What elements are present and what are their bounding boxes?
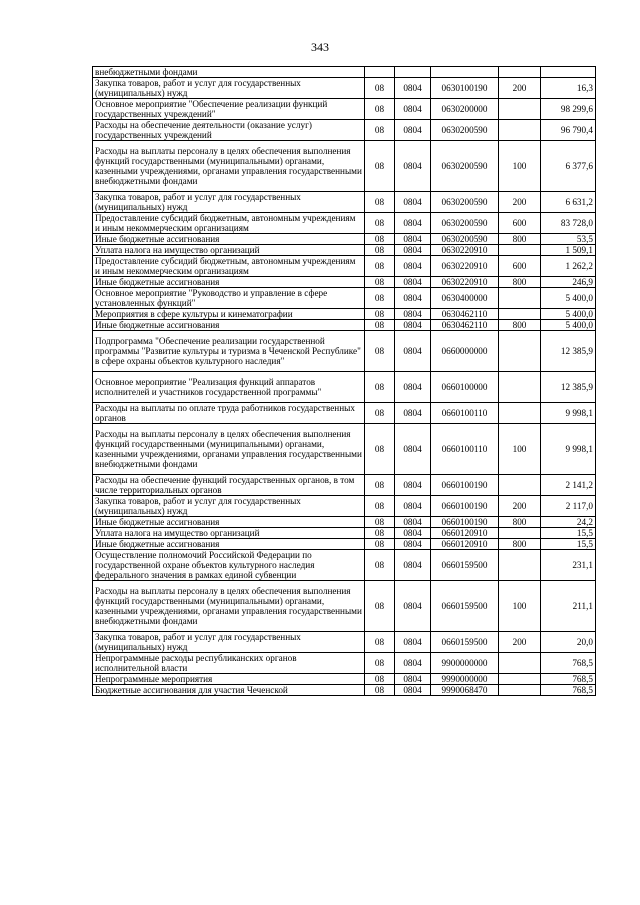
subsection-code-cell: 0804 (395, 674, 431, 685)
expense-type-cell (499, 99, 541, 120)
expense-type-cell: 200 (499, 78, 541, 99)
target-article-cell: 0630400000 (431, 288, 499, 309)
expense-type-cell (499, 674, 541, 685)
expense-name-cell: Уплата налога на имущество организаций (93, 245, 365, 256)
amount-cell: 96 790,4 (541, 120, 596, 141)
table-row (93, 685, 596, 696)
target-article-cell: 0630220910 (431, 256, 499, 277)
table-row (93, 192, 596, 213)
expense-name-cell: Уплата налога на имущество организаций (93, 528, 365, 539)
section-code-cell: 08 (365, 539, 395, 550)
amount-cell: 83 728,0 (541, 213, 596, 234)
subsection-code-cell: 0804 (395, 213, 431, 234)
table-row (93, 331, 596, 372)
expense-type-cell: 200 (499, 192, 541, 213)
subsection-code-cell (395, 67, 431, 78)
target-article-cell: 0630200590 (431, 192, 499, 213)
target-article-cell: 0660120910 (431, 528, 499, 539)
amount-cell: 98 299,6 (541, 99, 596, 120)
section-code-cell: 08 (365, 685, 395, 696)
target-article-cell: 0660000000 (431, 331, 499, 372)
target-article-cell: 9990000000 (431, 674, 499, 685)
budget-table (92, 66, 596, 696)
subsection-code-cell: 0804 (395, 192, 431, 213)
table-row (93, 141, 596, 192)
target-article-cell: 0660159500 (431, 581, 499, 632)
amount-cell: 768,5 (541, 685, 596, 696)
section-code-cell: 08 (365, 517, 395, 528)
table-row (93, 424, 596, 475)
subsection-code-cell: 0804 (395, 581, 431, 632)
section-code-cell: 08 (365, 475, 395, 496)
table-row (93, 632, 596, 653)
amount-cell: 768,5 (541, 653, 596, 674)
expense-name-cell: Непрограммные мероприятия (93, 674, 365, 685)
table-row (93, 674, 596, 685)
table-row (93, 403, 596, 424)
amount-cell: 53,5 (541, 234, 596, 245)
expense-type-cell (499, 67, 541, 78)
table-row (93, 256, 596, 277)
subsection-code-cell: 0804 (395, 517, 431, 528)
expense-name-cell: Расходы на выплаты персоналу в целях обеспечения выполнения функций государственными (муниципальными) органами, казенными учреждениями, органами управления государственными внебюджетными фондами (93, 581, 365, 632)
expense-name-cell: Закупка товаров, работ и услуг для государственных (муниципальных) нужд (93, 192, 365, 213)
amount-cell: 1 509,1 (541, 245, 596, 256)
section-code-cell: 08 (365, 120, 395, 141)
table-row (93, 581, 596, 632)
section-code-cell: 08 (365, 309, 395, 320)
subsection-code-cell: 0804 (395, 288, 431, 309)
target-article-cell: 0630100190 (431, 78, 499, 99)
expense-name-cell: Иные бюджетные ассигнования (93, 277, 365, 288)
amount-cell: 20,0 (541, 632, 596, 653)
subsection-code-cell: 0804 (395, 256, 431, 277)
section-code-cell: 08 (365, 99, 395, 120)
expense-name-cell: Непрограммные расходы республиканских органов исполнительной власти (93, 653, 365, 674)
expense-type-cell: 100 (499, 581, 541, 632)
subsection-code-cell: 0804 (395, 372, 431, 403)
expense-type-cell: 800 (499, 234, 541, 245)
section-code-cell: 08 (365, 372, 395, 403)
expense-name-cell: Закупка товаров, работ и услуг для государственных (муниципальных) нужд (93, 632, 365, 653)
target-article-cell: 0630200590 (431, 141, 499, 192)
table-row (93, 120, 596, 141)
expense-type-cell: 100 (499, 424, 541, 475)
expense-name-cell: Иные бюджетные ассигнования (93, 234, 365, 245)
amount-cell: 246,9 (541, 277, 596, 288)
subsection-code-cell: 0804 (395, 234, 431, 245)
section-code-cell (365, 67, 395, 78)
subsection-code-cell: 0804 (395, 475, 431, 496)
amount-cell: 9 998,1 (541, 403, 596, 424)
section-code-cell: 08 (365, 550, 395, 581)
subsection-code-cell: 0804 (395, 528, 431, 539)
expense-name-cell: Расходы на обеспечение деятельности (оказание услуг) государственных учреждений (93, 120, 365, 141)
target-article-cell: 0660159500 (431, 632, 499, 653)
target-article-cell: 0630220910 (431, 245, 499, 256)
amount-cell: 211,1 (541, 581, 596, 632)
amount-cell: 5 400,0 (541, 288, 596, 309)
subsection-code-cell: 0804 (395, 277, 431, 288)
expense-name-cell: Основное мероприятие "Руководство и управление в сфере установленных функций" (93, 288, 365, 309)
subsection-code-cell: 0804 (395, 550, 431, 581)
table-row (93, 99, 596, 120)
expense-name-cell: Осуществление полномочий Российской Федерации по государственной охране объектов культурного наследия федерального значения в рамках единой субвенции (93, 550, 365, 581)
table-row (93, 550, 596, 581)
expense-name-cell: Подпрограмма "Обеспечение реализации государственной программы "Развитие культуры и туризма в Чеченской Республике" в сфере охраны объектов культурного наследия" (93, 331, 365, 372)
target-article-cell (431, 67, 499, 78)
target-article-cell: 0660100190 (431, 496, 499, 517)
table-row (93, 245, 596, 256)
expense-type-cell: 100 (499, 141, 541, 192)
section-code-cell: 08 (365, 213, 395, 234)
expense-type-cell (499, 309, 541, 320)
subsection-code-cell: 0804 (395, 99, 431, 120)
subsection-code-cell: 0804 (395, 120, 431, 141)
expense-name-cell: Расходы на выплаты по оплате труда работников государственных органов (93, 403, 365, 424)
subsection-code-cell: 0804 (395, 245, 431, 256)
table-row (93, 320, 596, 331)
expense-type-cell: 200 (499, 632, 541, 653)
section-code-cell: 08 (365, 331, 395, 372)
page-number: 343 (311, 40, 329, 54)
table-row (93, 213, 596, 234)
section-code-cell: 08 (365, 632, 395, 653)
section-code-cell: 08 (365, 192, 395, 213)
table-row (93, 288, 596, 309)
subsection-code-cell: 0804 (395, 403, 431, 424)
subsection-code-cell: 0804 (395, 78, 431, 99)
amount-cell: 12 385,9 (541, 331, 596, 372)
table-row (93, 517, 596, 528)
expense-name-cell: внебюджетными фондами (93, 67, 365, 78)
subsection-code-cell: 0804 (395, 496, 431, 517)
target-article-cell: 0660100190 (431, 475, 499, 496)
target-article-cell: 0660100110 (431, 424, 499, 475)
section-code-cell: 08 (365, 496, 395, 517)
amount-cell: 16,3 (541, 78, 596, 99)
section-code-cell: 08 (365, 424, 395, 475)
subsection-code-cell: 0804 (395, 424, 431, 475)
target-article-cell: 0630200000 (431, 99, 499, 120)
table-row (93, 309, 596, 320)
expense-name-cell: Мероприятия в сфере культуры и кинематографии (93, 309, 365, 320)
section-code-cell: 08 (365, 528, 395, 539)
amount-cell: 5 400,0 (541, 320, 596, 331)
amount-cell: 5 400,0 (541, 309, 596, 320)
amount-cell: 1 262,2 (541, 256, 596, 277)
section-code-cell: 08 (365, 674, 395, 685)
expense-name-cell: Расходы на обеспечение функций государственных органов, в том числе территориальных органов (93, 475, 365, 496)
section-code-cell: 08 (365, 78, 395, 99)
section-code-cell: 08 (365, 234, 395, 245)
table-row (93, 67, 596, 78)
amount-cell: 6 377,6 (541, 141, 596, 192)
target-article-cell: 0660100110 (431, 403, 499, 424)
amount-cell: 768,5 (541, 674, 596, 685)
expense-name-cell: Предоставление субсидий бюджетным, автономным учреждениям и иным некоммерческим организациям (93, 213, 365, 234)
section-code-cell: 08 (365, 256, 395, 277)
expense-type-cell (499, 288, 541, 309)
expense-type-cell (499, 120, 541, 141)
amount-cell: 2 141,2 (541, 475, 596, 496)
table-row (93, 277, 596, 288)
amount-cell: 24,2 (541, 517, 596, 528)
section-code-cell: 08 (365, 141, 395, 192)
expense-type-cell: 800 (499, 517, 541, 528)
expense-name-cell: Иные бюджетные ассигнования (93, 539, 365, 550)
table-row (93, 234, 596, 245)
expense-name-cell: Иные бюджетные ассигнования (93, 320, 365, 331)
expense-type-cell: 200 (499, 496, 541, 517)
section-code-cell: 08 (365, 403, 395, 424)
target-article-cell: 0630200590 (431, 120, 499, 141)
expense-type-cell (499, 550, 541, 581)
expense-type-cell (499, 653, 541, 674)
target-article-cell: 0660100190 (431, 517, 499, 528)
expense-type-cell: 800 (499, 320, 541, 331)
expense-type-cell: 600 (499, 213, 541, 234)
expense-type-cell (499, 245, 541, 256)
expense-name-cell: Расходы на выплаты персоналу в целях обеспечения выполнения функций государственными (муниципальными) органами, казенными учреждениями, органами управления государственными внебюджетными фондами (93, 424, 365, 475)
expense-name-cell: Бюджетные ассигнования для участия Чеченской (93, 685, 365, 696)
subsection-code-cell: 0804 (395, 539, 431, 550)
expense-type-cell: 600 (499, 256, 541, 277)
target-article-cell: 0630200590 (431, 234, 499, 245)
subsection-code-cell: 0804 (395, 141, 431, 192)
section-code-cell: 08 (365, 277, 395, 288)
target-article-cell: 0630220910 (431, 277, 499, 288)
expense-type-cell (499, 372, 541, 403)
section-code-cell: 08 (365, 320, 395, 331)
subsection-code-cell: 0804 (395, 331, 431, 372)
expense-type-cell (499, 475, 541, 496)
expense-name-cell: Иные бюджетные ассигнования (93, 517, 365, 528)
subsection-code-cell: 0804 (395, 309, 431, 320)
section-code-cell: 08 (365, 581, 395, 632)
expense-type-cell (499, 528, 541, 539)
expense-name-cell: Основное мероприятие "Реализация функций аппаратов исполнителей и участников государственной программы" (93, 372, 365, 403)
amount-cell: 2 117,0 (541, 496, 596, 517)
table-row (93, 528, 596, 539)
expense-type-cell (499, 403, 541, 424)
subsection-code-cell: 0804 (395, 632, 431, 653)
expense-name-cell: Расходы на выплаты персоналу в целях обеспечения выполнения функций государственными (муниципальными) органами, казенными учреждениями, органами управления государственными внебюджетными фондами (93, 141, 365, 192)
target-article-cell: 0660120910 (431, 539, 499, 550)
target-article-cell: 0660100000 (431, 372, 499, 403)
amount-cell (541, 67, 596, 78)
target-article-cell: 0630200590 (431, 213, 499, 234)
section-code-cell: 08 (365, 288, 395, 309)
amount-cell: 9 998,1 (541, 424, 596, 475)
amount-cell: 6 631,2 (541, 192, 596, 213)
expense-name-cell: Основное мероприятие "Обеспечение реализации функций государственных учреждений" (93, 99, 365, 120)
amount-cell: 12 385,9 (541, 372, 596, 403)
table-row (93, 372, 596, 403)
expense-type-cell: 800 (499, 277, 541, 288)
subsection-code-cell: 0804 (395, 320, 431, 331)
target-article-cell: 0660159500 (431, 550, 499, 581)
target-article-cell: 9990068470 (431, 685, 499, 696)
target-article-cell: 9900000000 (431, 653, 499, 674)
subsection-code-cell: 0804 (395, 653, 431, 674)
amount-cell: 15,5 (541, 539, 596, 550)
section-code-cell: 08 (365, 245, 395, 256)
expense-name-cell: Закупка товаров, работ и услуг для государственных (муниципальных) нужд (93, 496, 365, 517)
expense-type-cell: 800 (499, 539, 541, 550)
subsection-code-cell: 0804 (395, 685, 431, 696)
table-row (93, 496, 596, 517)
amount-cell: 15,5 (541, 528, 596, 539)
table-row (93, 539, 596, 550)
table-row (93, 475, 596, 496)
expense-name-cell: Предоставление субсидий бюджетным, автономным учреждениям и иным некоммерческим организациям (93, 256, 365, 277)
target-article-cell: 0630462110 (431, 309, 499, 320)
expense-name-cell: Закупка товаров, работ и услуг для государственных (муниципальных) нужд (93, 78, 365, 99)
budget-table-body (93, 67, 596, 696)
table-row (93, 653, 596, 674)
section-code-cell: 08 (365, 653, 395, 674)
target-article-cell: 0630462110 (431, 320, 499, 331)
expense-type-cell (499, 685, 541, 696)
table-row (93, 78, 596, 99)
expense-type-cell (499, 331, 541, 372)
amount-cell: 231,1 (541, 550, 596, 581)
